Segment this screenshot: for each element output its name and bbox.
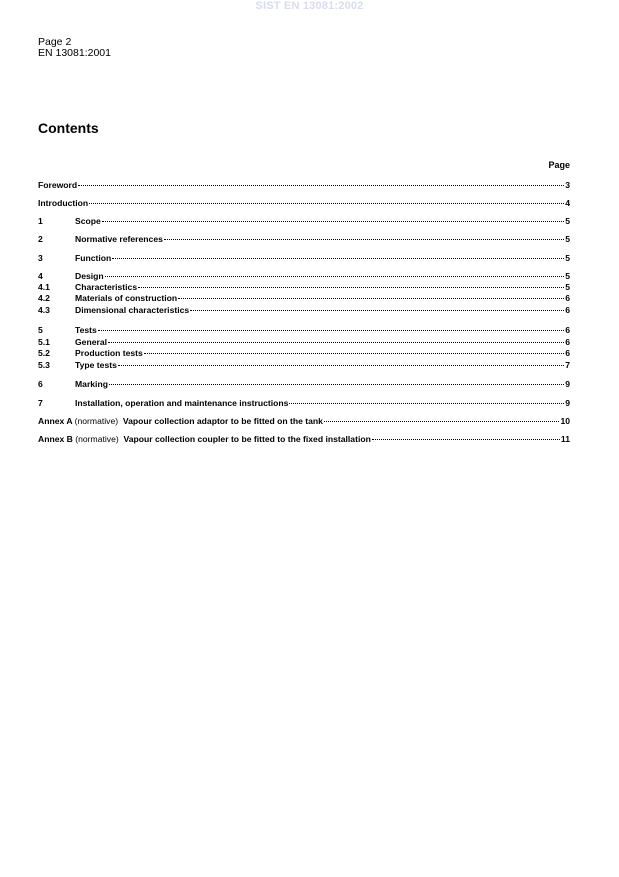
leader-dots <box>138 279 564 288</box>
toc-entry[interactable] <box>38 252 570 262</box>
toc-entry[interactable] <box>38 215 570 225</box>
toc-entry-title: Tests <box>75 325 97 335</box>
annex-title: Vapour collection coupler to be fitted to the fixed installation <box>123 434 371 444</box>
annex-type: (normative) <box>75 434 119 444</box>
toc-annex-title <box>38 434 371 444</box>
toc-entry-title: Design <box>75 271 104 281</box>
toc-entry-page: 5 <box>565 216 570 226</box>
toc-entry-title: Materials of construction <box>75 293 178 303</box>
toc-entry-number: 6 <box>38 379 43 389</box>
toc-entry-title: Production tests <box>75 348 143 358</box>
leader-dots <box>324 413 560 422</box>
leader-dots <box>118 357 564 366</box>
toc-entry-number: 4.3 <box>38 305 50 315</box>
toc-entry[interactable] <box>38 304 570 314</box>
toc-entry-page: 6 <box>565 348 570 358</box>
leader-dots <box>112 250 564 259</box>
toc-entry-title: Normative references <box>75 234 163 244</box>
toc-entry-page: 3 <box>565 180 570 190</box>
toc-entry[interactable] <box>38 324 570 334</box>
leader-dots <box>98 322 564 331</box>
toc-entry-page: 5 <box>565 271 570 281</box>
toc-entry-number: 5.2 <box>38 348 50 358</box>
toc-entry-title: Introduction <box>38 198 89 208</box>
toc-entry-title: Scope <box>75 216 101 226</box>
toc-entry-page: 11 <box>560 434 570 444</box>
toc-entry-number: 7 <box>38 398 43 408</box>
page-number: Page 2 <box>38 36 72 48</box>
toc-entry[interactable] <box>38 233 570 243</box>
toc-entry-number: 1 <box>38 216 43 226</box>
leader-dots <box>108 334 564 343</box>
toc-entry-page: 5 <box>565 234 570 244</box>
annex-label: Annex A <box>38 416 73 426</box>
toc-entry[interactable] <box>38 347 570 357</box>
toc-entry-number: 4.1 <box>38 282 50 292</box>
toc-entry-number: 4.2 <box>38 293 50 303</box>
toc-entry-number: 4 <box>38 271 43 281</box>
toc-entry-title: Function <box>75 253 112 263</box>
leader-dots <box>372 431 560 440</box>
toc-entry-page: 6 <box>565 305 570 315</box>
leader-dots <box>178 290 564 299</box>
leader-dots <box>78 177 564 186</box>
toc-entry-page: 5 <box>565 253 570 263</box>
toc-entry[interactable] <box>38 359 570 369</box>
annex-type: (normative) <box>74 416 119 426</box>
toc-entry-page: 4 <box>565 198 570 208</box>
annex-label: Annex B <box>38 434 73 444</box>
leader-dots <box>144 345 564 354</box>
toc-entry-title: Dimensional characteristics <box>75 305 190 315</box>
toc-entry-number: 5.1 <box>38 337 50 347</box>
leader-dots <box>89 195 564 204</box>
page-column-heading: Page <box>548 160 570 170</box>
toc-entry[interactable] <box>38 179 570 189</box>
leader-dots <box>102 213 564 222</box>
toc-entry-title: Marking <box>75 379 108 389</box>
standard-number: EN 13081:2001 <box>38 47 111 59</box>
toc-entry[interactable] <box>38 197 570 207</box>
toc-annex-entry[interactable] <box>38 433 570 443</box>
toc-annex-title <box>38 416 323 426</box>
leader-dots <box>190 302 564 311</box>
leader-dots <box>105 268 565 277</box>
toc-entry-page: 10 <box>560 416 570 426</box>
toc-entry-title: Characteristics <box>75 282 138 292</box>
toc-entry-title: Installation, operation and maintenance instructions <box>75 398 289 408</box>
toc-entry-number: 3 <box>38 253 43 263</box>
toc-entry-number: 2 <box>38 234 43 244</box>
toc-entry-page: 5 <box>565 282 570 292</box>
page-title: Contents <box>38 120 99 136</box>
toc-entry-title: General <box>75 337 108 347</box>
toc-entry-page: 6 <box>565 337 570 347</box>
toc-entry[interactable] <box>38 397 570 407</box>
leader-dots <box>289 395 564 404</box>
leader-dots <box>109 376 564 385</box>
toc-annex-entry[interactable] <box>38 415 570 425</box>
leader-dots <box>164 231 564 240</box>
toc-entry-number: 5 <box>38 325 43 335</box>
toc-entry[interactable] <box>38 292 570 302</box>
toc-entry-number: 5.3 <box>38 360 50 370</box>
toc-entry-page: 6 <box>565 293 570 303</box>
annex-title: Vapour collection adaptor to be fitted on the tank <box>122 416 323 426</box>
page-header <box>38 37 111 59</box>
toc-entry-page: 9 <box>565 398 570 408</box>
toc-entry-page: 6 <box>565 325 570 335</box>
toc-entry-page: 7 <box>565 360 570 370</box>
toc-entry-page: 9 <box>565 379 570 389</box>
toc-entry[interactable] <box>38 378 570 388</box>
watermark: SIST EN 13081:2002 <box>255 0 364 12</box>
toc-entry-title: Foreword <box>38 180 78 190</box>
toc-entry-title: Type tests <box>75 360 117 370</box>
